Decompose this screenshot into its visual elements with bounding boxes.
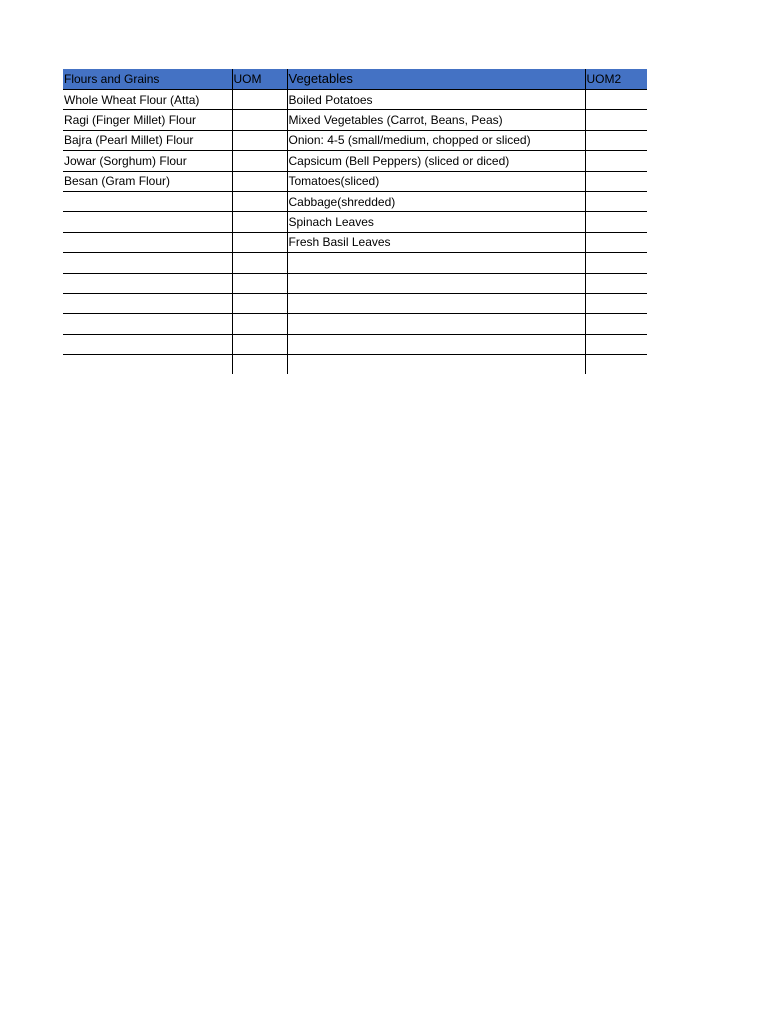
table-row (63, 191, 647, 211)
cell-flour[interactable] (63, 253, 232, 273)
cell-uom[interactable] (232, 232, 287, 252)
cell-uom[interactable] (232, 253, 287, 273)
cell-flour[interactable] (63, 273, 232, 293)
table-row (63, 90, 647, 110)
table-row (63, 334, 647, 354)
cell-flour[interactable] (63, 212, 232, 232)
cell-uom[interactable] (232, 110, 287, 130)
ingredients-table (63, 69, 647, 374)
cell-uom2[interactable] (585, 232, 647, 252)
cell-uom2[interactable] (585, 171, 647, 191)
cell-uom[interactable] (232, 151, 287, 171)
cell-uom[interactable] (232, 355, 287, 375)
cell-flour[interactable]: Bajra (Pearl Millet) Flour (63, 130, 232, 150)
spreadsheet-sheet (63, 69, 647, 374)
table-row (63, 130, 647, 150)
cell-uom2[interactable] (585, 253, 647, 273)
cell-uom[interactable] (232, 171, 287, 191)
cell-vegetable[interactable] (287, 314, 585, 334)
cell-uom2[interactable] (585, 314, 647, 334)
cell-vegetable[interactable] (287, 253, 585, 273)
header-row (63, 69, 647, 90)
table-row (63, 171, 647, 191)
cell-flour[interactable]: Whole Wheat Flour (Atta) (63, 90, 232, 110)
cell-flour[interactable] (63, 314, 232, 334)
header-flours-and-grains[interactable]: Flours and Grains (63, 69, 232, 90)
cell-vegetable[interactable]: Mixed Vegetables (Carrot, Beans, Peas) (287, 110, 585, 130)
cell-vegetable[interactable]: Boiled Potatoes (287, 90, 585, 110)
table-row (63, 293, 647, 313)
cell-uom2[interactable] (585, 191, 647, 211)
cell-uom2[interactable] (585, 151, 647, 171)
cell-flour[interactable] (63, 293, 232, 313)
cell-uom[interactable] (232, 334, 287, 354)
cell-flour[interactable] (63, 191, 232, 211)
cell-uom[interactable] (232, 212, 287, 232)
cell-vegetable[interactable]: Fresh Basil Leaves (287, 232, 585, 252)
cell-uom2[interactable] (585, 293, 647, 313)
header-vegetables[interactable]: Vegetables (287, 69, 585, 90)
cell-vegetable[interactable] (287, 273, 585, 293)
cell-vegetable[interactable] (287, 355, 585, 375)
cell-flour[interactable]: Jowar (Sorghum) Flour (63, 151, 232, 171)
cell-flour[interactable]: Ragi (Finger Millet) Flour (63, 110, 232, 130)
table-row (63, 314, 647, 334)
cell-uom2[interactable] (585, 130, 647, 150)
cell-uom[interactable] (232, 273, 287, 293)
cell-uom2[interactable] (585, 90, 647, 110)
table-row (63, 110, 647, 130)
cell-uom2[interactable] (585, 334, 647, 354)
cell-uom2[interactable] (585, 110, 647, 130)
cell-uom[interactable] (232, 191, 287, 211)
table-row (63, 151, 647, 171)
cell-vegetable[interactable] (287, 334, 585, 354)
table-row (63, 253, 647, 273)
cell-uom[interactable] (232, 293, 287, 313)
table-row (63, 212, 647, 232)
cell-vegetable[interactable]: Cabbage(shredded) (287, 191, 585, 211)
cell-vegetable[interactable]: Onion: 4-5 (small/medium, chopped or sliced) (287, 130, 585, 150)
cell-uom2[interactable] (585, 273, 647, 293)
cell-flour[interactable]: Besan (Gram Flour) (63, 171, 232, 191)
cell-vegetable[interactable] (287, 293, 585, 313)
cell-uom[interactable] (232, 90, 287, 110)
cell-flour[interactable] (63, 355, 232, 375)
cell-uom[interactable] (232, 130, 287, 150)
header-uom2[interactable]: UOM2 (585, 69, 647, 90)
cell-vegetable[interactable]: Tomatoes(sliced) (287, 171, 585, 191)
table-row (63, 232, 647, 252)
cell-flour[interactable] (63, 334, 232, 354)
cell-uom2[interactable] (585, 212, 647, 232)
cell-uom2[interactable] (585, 355, 647, 375)
cell-vegetable[interactable]: Spinach Leaves (287, 212, 585, 232)
table-row (63, 355, 647, 375)
header-uom[interactable]: UOM (232, 69, 287, 90)
cell-uom[interactable] (232, 314, 287, 334)
cell-vegetable[interactable]: Capsicum (Bell Peppers) (sliced or diced) (287, 151, 585, 171)
cell-flour[interactable] (63, 232, 232, 252)
table-row (63, 273, 647, 293)
